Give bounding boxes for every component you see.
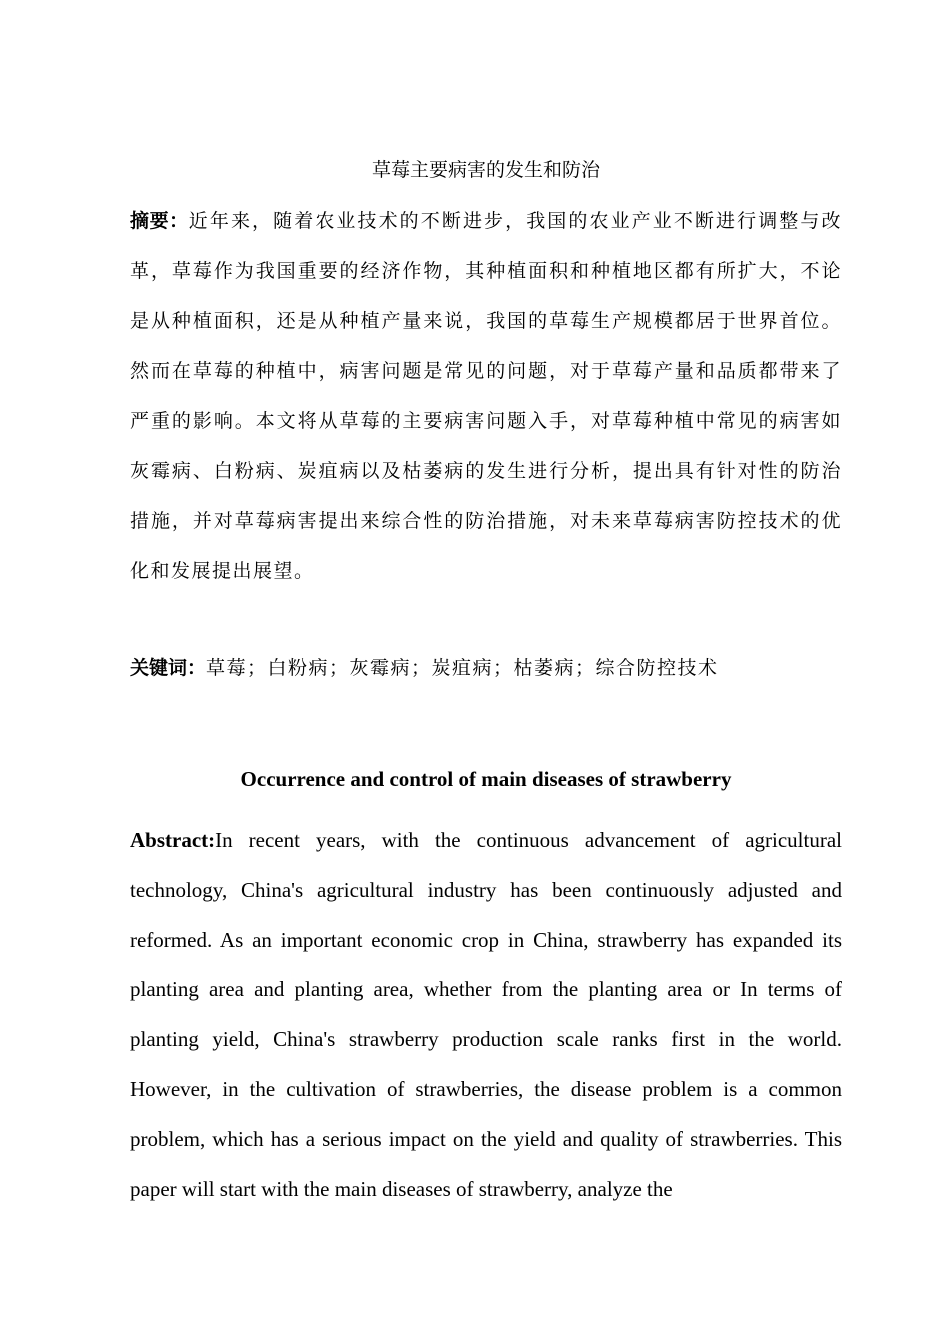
chinese-abstract-label: 摘要： xyxy=(130,210,189,232)
english-abstract-label: Abstract: xyxy=(130,828,216,852)
english-abstract xyxy=(130,816,842,1214)
chinese-keywords-label: 关键词： xyxy=(130,657,207,679)
chinese-title: 草莓主要病害的发生和防治 xyxy=(371,159,600,181)
english-abstract-text: In recent years, with the continuous advancement of agricultural technology, China's agricultural industry has been continuously adjusted and reformed. As an important economic crop in China, strawberry has expanded its planting area and planting area, whether from the planting area or In terms of planting yield, China's strawberry production scale ranks first in the world. However, in the cultivation of strawberries, the disease problem is a common problem, which has a serious impact on the yield and quality of strawberries. This paper will start with the main diseases of strawberry, analyze the xyxy=(130,828,842,1201)
chinese-abstract xyxy=(130,196,842,596)
chinese-abstract-text: 近年来，随着农业技术的不断进步，我国的农业产业不断进行调整与改革，草莓作为我国重要的经济作物，其种植面积和种植地区都有所扩大，不论是从种植面积，还是从种植产量来说，我国的草莓生产规模都居于世界首位。然而在草莓的种植中，病害问题是常见的问题，对于草莓产量和品质都带来了严重的影响。本文将从草莓的主要病害问题入手，对草莓种植中常见的病害如灰霉病、白粉病、炭疽病以及枯萎病的发生进行分析，提出具有针对性的防治措施，并对草莓病害提出来综合性的防治措施，对未来草莓病害防控技术的优化和发展提出展望。 xyxy=(130,210,842,582)
chinese-keywords xyxy=(130,643,842,693)
english-title: Occurrence and control of main diseases of strawberry xyxy=(240,767,732,791)
chinese-keywords-text: 草莓；白粉病；灰霉病；炭疽病；枯萎病；综合防控技术 xyxy=(206,657,719,679)
